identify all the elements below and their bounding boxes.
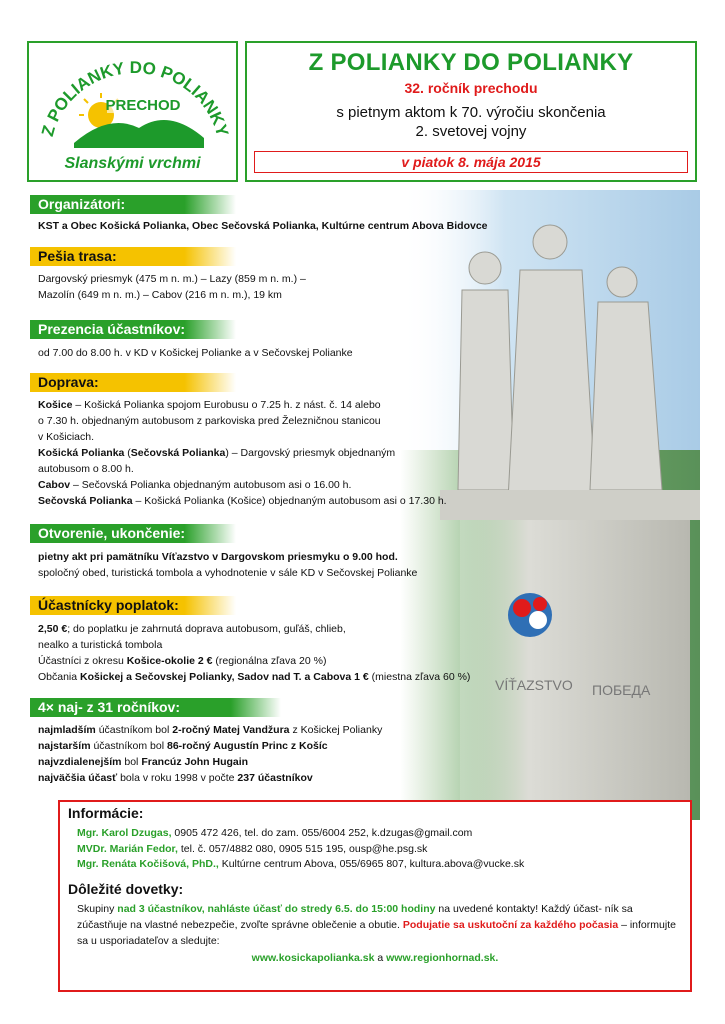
info-box <box>58 800 692 992</box>
record-line: najmladším účastníkom bol 2-ročný Matej Vandžura z Košickej Polianky <box>38 724 383 736</box>
transport-line: Sečovská Polianka – Košická Polianka (Košice) objednaným autobusom asi o 17.30 h. <box>38 495 447 507</box>
inscription-left: VÍŤAZSTVO <box>495 677 573 693</box>
opening-line-2: spoločný obed, turistická tombola a vyhodnotenie v sále KD v Sečovskej Polianke <box>38 567 418 579</box>
section-records <box>30 698 382 786</box>
contact-row: MVDr. Marián Fedor, tel. č. 057/4882 080, 0905 515 195, ousp@he.psg.sk <box>77 842 428 855</box>
transport-line: Košice – Košická Polianka spojom Eurobusu o 7.25 h. z nást. č. 14 alebo <box>38 399 381 411</box>
section-heading: 4× naj- z 31 ročníkov: <box>30 698 281 717</box>
fee-line: nealko a turistická tombola <box>38 639 163 651</box>
logo-badge: PRECHOD <box>105 97 181 114</box>
subtitle-line-1: s pietnym aktom k 70. výročiu skončenia <box>336 104 606 121</box>
title-box <box>245 41 697 182</box>
fee-line: 2,50 €; do poplatku je zahrnutá doprava autobusom, guľáš, chlieb, <box>38 623 346 635</box>
contact-row: Mgr. Karol Dzugas, 0905 472 426, tel. do zam. 055/6004 252, k.dzugas@gmail.com <box>77 827 473 839</box>
logo-slogan: Slanskými vrchmi <box>64 155 201 172</box>
transport-line: Cabov – Sečovská Polianka objednaným autobusom asi o 16.00 h. <box>38 479 352 491</box>
subtitle-line-2: 2. svetovej vojny <box>415 123 527 140</box>
fee-line: Účastníci z okresu Košice-okolie 2 € (regionálna zľava 20 %) <box>38 655 327 667</box>
section-heading: Otvorenie, ukončenie: <box>30 524 236 543</box>
transport-line: o 7.30 h. objednaným autobusom z parkoviska pred Železničnou stanicou <box>38 415 381 427</box>
section-heading: Doprava: <box>30 373 236 392</box>
record-line: najvzdialenejším bol Francúz John Hugain <box>38 756 249 768</box>
section-transport <box>30 373 447 509</box>
link-kosickapolianka[interactable]: www.kosickapolianka.sk <box>251 951 375 964</box>
section-fee <box>30 596 470 685</box>
page-title: Z POLIANKY DO POLIANKY <box>308 49 634 76</box>
section-registration <box>30 320 353 361</box>
inscription-right: ПОБЕДА <box>592 682 651 698</box>
section-heading: Účastnícky poplatok: <box>30 596 236 615</box>
logo-arc-text: Z POLIANKY DO POLIANKY <box>37 58 233 139</box>
record-line: najväčšia účasť bola v roku 1998 v počte 237 účastníkov <box>38 772 313 784</box>
edition-subtitle: 32. ročník prechodu <box>404 80 538 96</box>
transport-line: Košická Polianka (Sečovská Polianka) – Dargovský priesmyk objednaným <box>38 447 396 459</box>
section-heading: Organizátori: <box>30 195 236 214</box>
wreath-icon <box>508 593 552 637</box>
route-line-1: Dargovský priesmyk (475 m n. m.) – Lazy (859 m n. m.) – <box>38 273 306 285</box>
info-heading: Informácie: <box>68 805 144 821</box>
section-route <box>30 247 306 303</box>
event-date: v piatok 8. mája 2015 <box>254 151 688 173</box>
fee-line: Občania Košickej a Sečovskej Polianky, Sadov nad T. a Cabova 1 € (miestna zľava 60 %) <box>38 671 471 683</box>
organizers-text: KST a Obec Košická Polianka, Obec Sečovská Polianka, Kultúrne centrum Abova Bidovce <box>38 220 488 232</box>
transport-line: autobusom o 8.00 h. <box>38 463 134 475</box>
section-heading: Pešia trasa: <box>30 247 236 266</box>
record-line: najstarším účastníkom bol 86-ročný Augustín Princ z Košíc <box>38 740 328 752</box>
notes-text: Skupiny nad 3 účastníkov, nahláste účasť do stredy 6.5. do 15:00 hodiny na uvedené kontakty! Každý účast- ník sa zúčastňuje na vlastné nebezpečie, zvoľte správne oblečenie a obutie. Podujatie sa uskutoční za každého počasia – informujte sa u usporiadateľov a sledujte: <box>77 902 676 947</box>
links-row: www.kosickapolianka.sk a www.regionhornad.sk. <box>251 951 499 964</box>
section-heading: Prezencia účastníkov: <box>30 320 236 339</box>
section-organizers <box>30 195 488 234</box>
registration-text: od 7.00 do 8.00 h. v KD v Košickej Polianke a v Sečovskej Polianke <box>38 347 353 359</box>
contact-row: Mgr. Renáta Kočišová, PhD., Kultúrne centrum Abova, 055/6965 807, kultura.abova@vucke.sk <box>77 858 525 870</box>
monument-pedestal <box>460 520 690 820</box>
section-opening <box>30 524 417 581</box>
transport-line: v Košiciach. <box>38 431 95 443</box>
event-logo <box>27 41 238 182</box>
link-regionhornad[interactable]: www.regionhornad.sk. <box>386 951 499 964</box>
route-line-2: Mazolín (649 m n. m.) – Cabov (216 m n. m.), 19 km <box>38 289 282 301</box>
notes-heading: Dôležité dovetky: <box>68 880 184 897</box>
opening-line-1: pietny akt pri pamätníku Víťazstvo v Dargovskom priesmyku o 9.00 hod. <box>38 551 398 563</box>
